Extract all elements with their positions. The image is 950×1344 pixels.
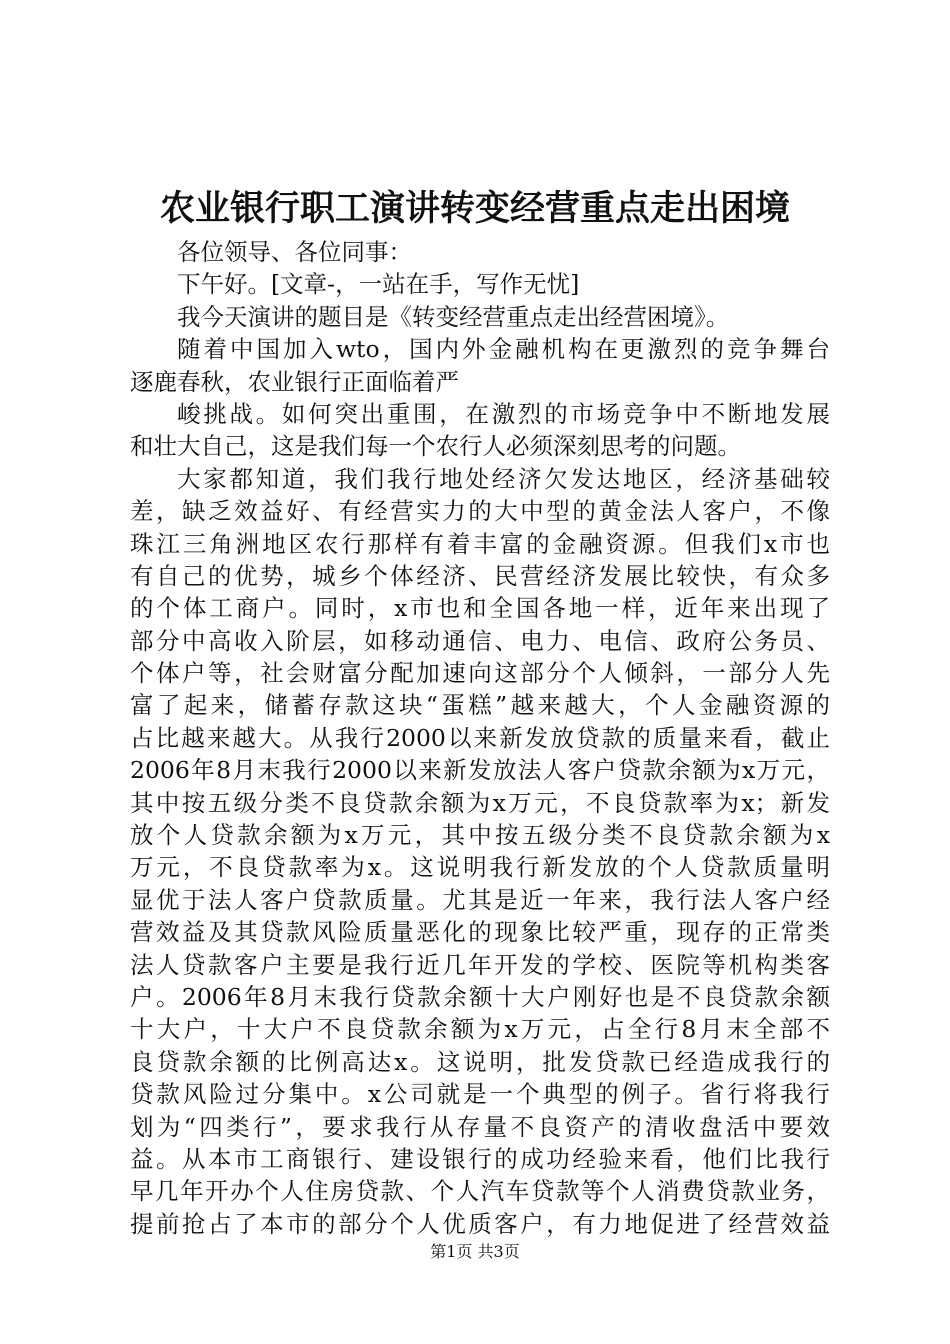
text-line: 占比越来越大。从我行2000以来新发放贷款的质量来看，截止 [130,723,830,752]
text-line: 珠江三角洲地区农行那样有着丰富的金融资源。但我们x市也 [130,529,830,558]
text-line: 部分中高收入阶层，如移动通信、电力、电信、政府公务员、 [130,626,830,655]
text-line: 划为“四类行”，要求我行从存量不良资产的清收盘活中要效 [130,1112,830,1141]
text-line: 良贷款余额的比例高达x。这说明，批发贷款已经造成我行的 [130,1047,830,1076]
document-title: 农业银行职工演讲转变经营重点走出困境 [159,188,790,229]
text-line: 的个体工商户。同时，x市也和全国各地一样，近年来出现了 [130,594,830,623]
text-line: 个体户等，社会财富分配加速向这部分个人倾斜，一部分人先 [130,659,830,688]
text-line: 营效益及其贷款风险质量恶化的现象比较严重，现存的正常类 [130,918,830,947]
document-body [130,236,830,1240]
text-line: 提前抢占了本市的部分个人优质客户，有力地促进了经营效益 [130,1209,830,1238]
text-line: 2006年8月末我行2000以来新发放法人客户贷款余额为x万元， [130,756,830,785]
text-line: 峻挑战。如何突出重围，在激烈的市场竞争中不断地发展 [177,399,830,428]
text-line: 富了起来，储蓄存款这块“蛋糕”越来越大，个人金融资源的 [130,691,830,720]
text-line: 有自己的优势，城乡个体经济、民营经济发展比较快，有众多 [130,561,830,590]
text-line: 大家都知道，我们我行地处经济欠发达地区，经济基础较 [177,464,830,493]
text-line: 益。从本市工商银行、建设银行的成功经验来看，他们比我行 [130,1144,830,1173]
text-line: 万元，不良贷款率为x。这说明我行新发放的个人贷款质量明 [130,853,830,882]
text-line: 贷款风险过分集中。x公司就是一个典型的例子。省行将我行 [130,1080,830,1109]
text-line: 逐鹿春秋，农业银行正面临着严 [130,367,459,396]
text-line: 放个人贷款余额为x万元，其中按五级分类不良贷款余额为x [130,821,830,850]
page-indicator: 第1页 共3页 [430,1242,520,1261]
text-line: 其中按五级分类不良贷款余额为x万元，不良贷款率为x；新发 [130,788,830,817]
text-line: 和壮大自己，这是我们每一个农行人必须深刻思考的问题。 [130,432,741,461]
text-line: 下午好。[文章-，一站在手，写作无忧] [177,270,580,299]
text-line: 随着中国加入wto，国内外金融机构在更激烈的竞争舞台 [177,335,830,364]
text-line: 各位领导、各位同事： [177,238,412,266]
text-line: 户。2006年8月末我行贷款余额十大户刚好也是不良贷款余额 [130,982,830,1011]
text-line: 十大户，十大户不良贷款余额为x万元，占全行8月末全部不 [130,1015,830,1044]
text-line: 早几年开办个人住房贷款、个人汽车贷款等个人消费贷款业务， [130,1177,830,1206]
text-line: 我今天演讲的题目是《转变经营重点走出经营困境》。 [177,302,730,331]
text-line: 差，缺乏效益好、有经营实力的大中型的黄金法人客户，不像 [130,497,830,526]
text-line: 显优于法人客户贷款质量。尤其是近一年来，我行法人客户经 [130,885,830,914]
text-line: 法人贷款客户主要是我行近几年开发的学校、医院等机构类客 [130,950,830,979]
